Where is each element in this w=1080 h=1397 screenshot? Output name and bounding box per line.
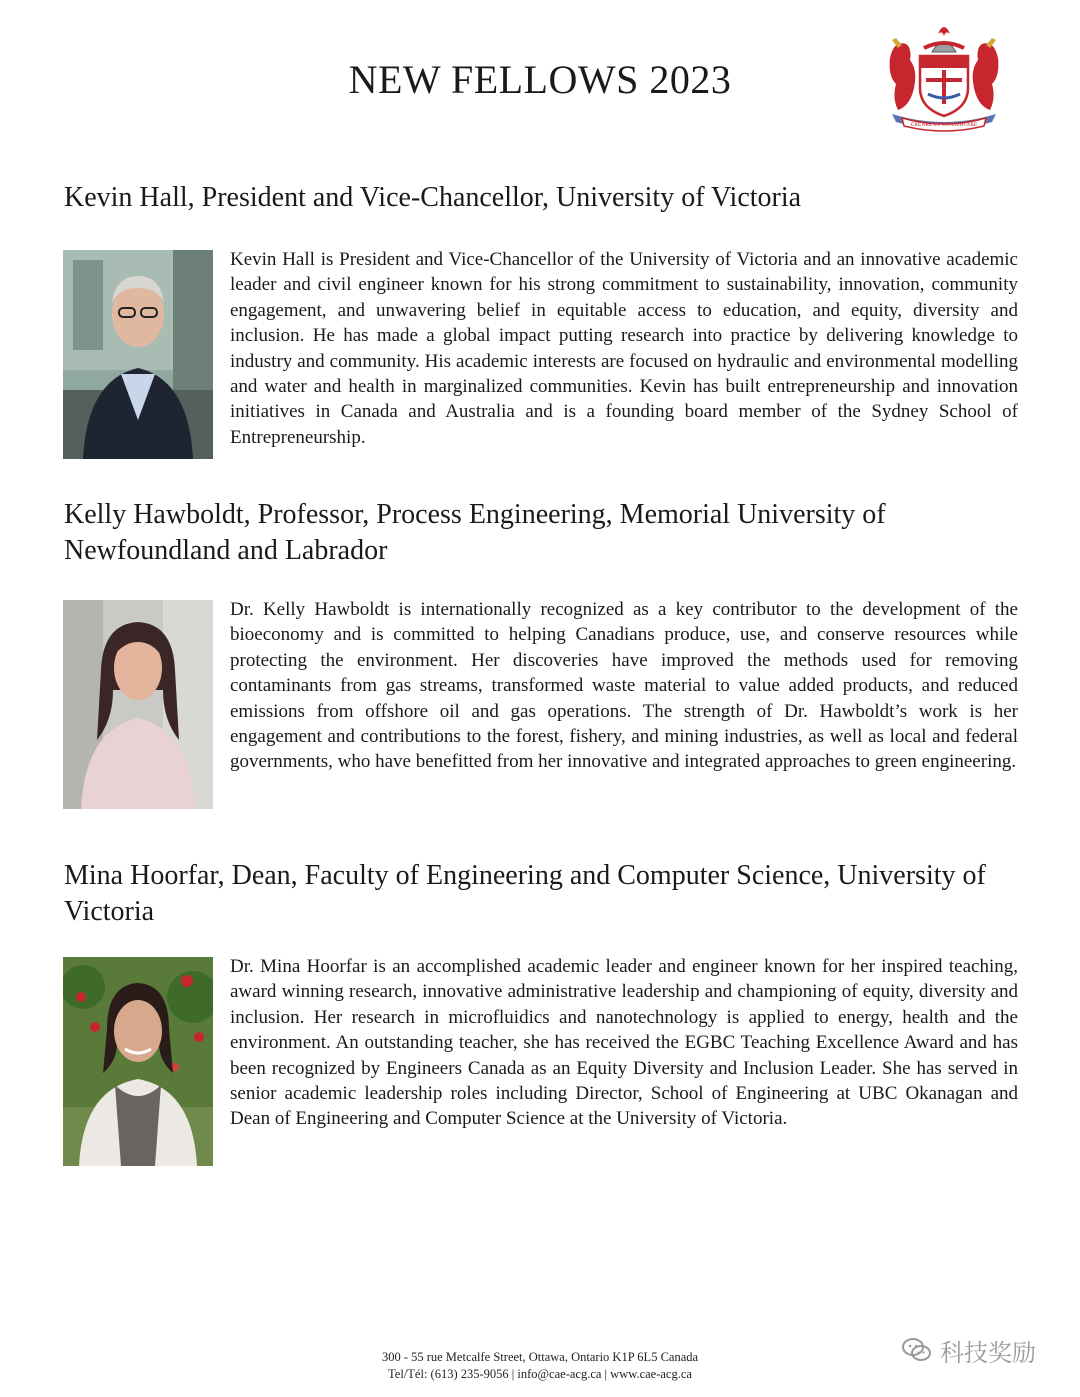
fellow-heading-3: Mina Hoorfar, Dean, Faculty of Engineering and Computer Science, University of Victoria [64,860,986,927]
fellow-heading-2: Kelly Hawboldt, Professor, Process Engineering, Memorial University of Newfoundland and Labrador [64,499,886,566]
footer-contact: Tel/Tél: (613) 235-9056 | info@cae-acg.ca | www.cae-acg.ca [388,1367,692,1381]
page-title: NEW FELLOWS 2023 [348,57,732,102]
portrait-kelly-hawboldt [63,600,213,809]
watermark-text: 科技奖励 [940,1338,1036,1367]
portrait-mina-hoorfar [63,957,213,1166]
footer-address: 300 - 55 rue Metcalfe Street, Ottawa, Ontario K1P 6L5 Canada [381,1350,699,1364]
watermark [902,1332,1036,1368]
fellow-bio-3: Dr. Mina Hoorfar is an accomplished academic leader and engineer known for her inspired teaching, award winning research, innovative administrative leadership and championing of equity, diversity and inclusion. Her research in microfluidics and nanotechnology is applied to energy, health and the environment. An outstanding teacher, she has received the EGBC Teaching Excellence Award and has been recognized by Engineers Canada as an Equity Diversity and Inclusion Leader. She has served in senior academic leadership roles including Director, School of Engineering at UBC Okanagan and Dean of Engineering and Computer Science at the University of Victoria. [230,956,1018,1130]
wechat-icon [902,1337,932,1363]
fellow-heading-1: Kevin Hall, President and Vice-Chancellor, University of Victoria [64,182,802,213]
crest-motto: CREARE ET CONSERVARE [910,122,978,128]
fellow-bio-2: Dr. Kelly Hawboldt is internationally recognized as a key contributor to the development of the bioeconomy and is committed to helping Canadians produce, use, and conserve resources while protecting the environment. Her discoveries have improved the methods used for removing contaminants from gas streams, transformed waste material to value added products, and reduced emissions from offshore oil and gas operations. The strength of Dr. Hawboldt’s work is her engagement and contributions to the forest, fishery, and mining industries, as well as local and federal governments, who have benefitted from her innovative and integrated approaches to green engineering. [230,599,1018,773]
portrait-kevin-hall [63,250,213,459]
cae-crest-logo [884,18,1004,136]
fellow-bio-1: Kevin Hall is President and Vice-Chancellor of the University of Victoria and an innovative academic leader and civil engineer known for his strong commitment to sustainability, innovation, community engagement, and unwavering belief in equitable access to education, and equity, diversity and inclusion. He has made a global impact putting research into practice by delivering knowledge to industry and community. His academic interests are focused on hydraulic and environmental modelling and water and health in marginalized communities. Kevin has built entrepreneurship and innovation initiatives in Canada and Australia and is a founding board member of the Sydney School of Entrepreneurship. [230,249,1018,448]
